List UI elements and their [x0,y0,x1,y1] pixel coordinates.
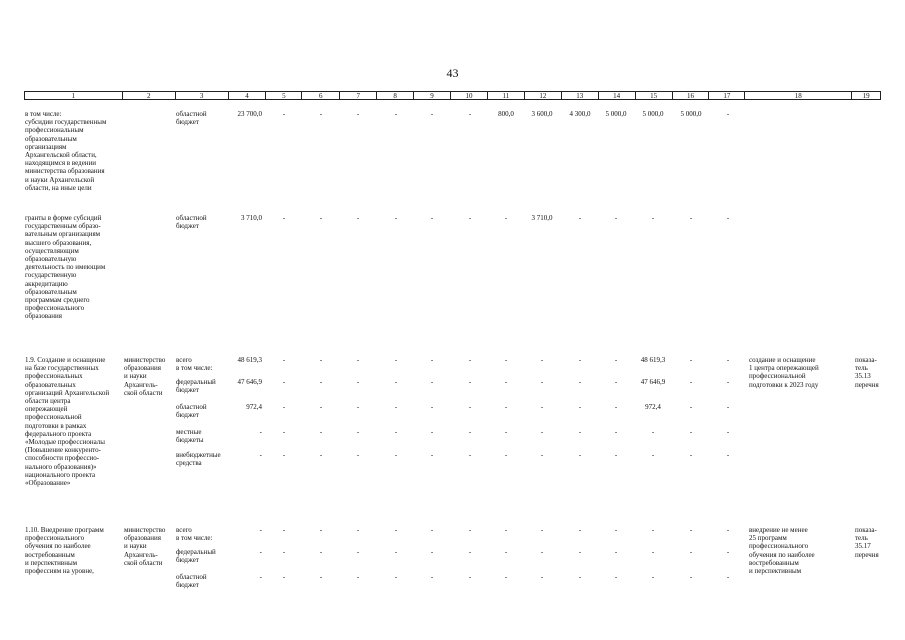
value-cell: - [651,451,655,459]
funding-source: областной бюджет [176,403,207,420]
value-cell: - [726,403,730,411]
value-cell: - [356,428,360,436]
value-cell: - [394,214,398,222]
column-header-19: 19 [862,92,870,100]
column-header-row [24,91,881,100]
value-cell: - [394,110,398,118]
value-cell: - [394,573,398,581]
value-cell: - [726,526,730,534]
value-cell: 800,0 [498,110,514,118]
value-cell: - [282,110,286,118]
value-cell: - [651,526,655,534]
column-header-15: 15 [636,92,673,99]
value-cell: - [540,548,544,556]
row-indicator: показа- тель 35.17 перечня [855,526,879,559]
value-cell: - [319,378,323,386]
value-cell: - [504,526,508,534]
value-cell: - [504,548,508,556]
funding-source: местные бюджеты [176,428,204,445]
value-cell: - [319,526,323,534]
value-cell: - [726,356,730,364]
value-cell: - [468,110,472,118]
value-cell: - [430,428,434,436]
value-cell: - [282,526,286,534]
value-cell: 5 000,0 [680,110,702,118]
value-cell: - [468,356,472,364]
value-cell: - [356,110,360,118]
value-cell: - [394,356,398,364]
value-cell: - [282,428,286,436]
value-cell: 3 600,0 [531,110,553,118]
value-cell: - [689,451,693,459]
column-header-7: 7 [340,92,377,99]
value-cell: - [319,214,323,222]
value-cell: - [614,526,618,534]
column-header-12: 12 [525,92,562,99]
value-cell: - [689,548,693,556]
value-cell: - [504,378,508,386]
value-cell: - [282,403,286,411]
value-cell: 47 646,9 [237,378,262,386]
value-cell: - [651,548,655,556]
value-cell: - [651,428,655,436]
column-header-11: 11 [488,92,525,99]
value-cell: - [578,526,582,534]
value-cell: - [430,403,434,411]
value-cell: - [578,451,582,459]
funding-source: всего в том числе: [176,526,213,543]
value-cell: - [614,403,618,411]
value-cell: - [259,548,262,556]
value-cell: - [651,214,655,222]
row-executor: министерство образования и науки Архангель- ской области [124,356,166,397]
value-cell: - [319,451,323,459]
value-cell: - [259,428,262,436]
column-header-10: 10 [451,92,488,99]
value-cell: - [356,573,360,581]
value-cell: - [540,378,544,386]
value-cell: - [468,451,472,459]
value-cell: - [394,526,398,534]
value-cell: - [430,214,434,222]
value-cell: - [540,526,544,534]
column-header-2: 2 [123,92,176,99]
value-cell: - [651,573,655,581]
value-cell: - [259,451,262,459]
value-cell: - [726,428,730,436]
value-cell: - [540,451,544,459]
value-cell: 5 000,0 [605,110,627,118]
value-cell: - [614,451,618,459]
value-cell: - [578,403,582,411]
value-cell: - [394,403,398,411]
value-cell: - [504,573,508,581]
value-cell: - [319,428,323,436]
value-cell: - [394,451,398,459]
funding-source: областной бюджет [176,573,207,590]
value-cell: 972,4 [645,403,661,411]
value-cell: - [578,378,582,386]
value-cell: - [430,451,434,459]
value-cell: - [468,214,472,222]
value-cell: - [282,548,286,556]
value-cell: - [614,573,618,581]
funding-source: областной бюджет [176,110,207,127]
row-executor: министерство образования и науки Архангель- ской области [124,526,166,567]
value-cell: - [319,356,323,364]
value-cell: - [356,378,360,386]
value-cell: - [689,356,693,364]
value-cell: - [578,214,582,222]
value-cell: - [430,356,434,364]
value-cell: - [689,214,693,222]
value-cell: - [468,403,472,411]
value-cell: 23 700,0 [237,110,262,118]
column-header-9: 9 [414,92,451,99]
value-cell: 47 646,9 [640,378,666,386]
value-cell: - [430,548,434,556]
funding-source: федеральный бюджет [176,548,216,565]
value-cell: - [319,573,323,581]
column-header-17: 17 [709,92,745,99]
column-header-18: 18 [745,92,852,99]
value-cell: - [356,548,360,556]
value-cell: - [689,428,693,436]
value-cell: - [614,548,618,556]
value-cell: - [468,378,472,386]
funding-source: федеральный бюджет [176,378,216,395]
value-cell: - [614,378,618,386]
column-header-13: 13 [562,92,599,99]
value-cell: 4 300,0 [569,110,591,118]
value-cell: - [614,214,618,222]
value-cell: - [689,526,693,534]
value-cell: - [726,548,730,556]
value-cell: - [356,403,360,411]
value-cell: - [259,526,262,534]
value-cell: - [356,356,360,364]
value-cell: - [394,378,398,386]
value-cell: - [689,403,693,411]
value-cell: - [726,451,730,459]
row-description: 1.9. Создание и оснащение на базе государственных профессиональных образовательных организаций Архангельской области центра опережающей профессиональной подготовки в рамках федерального проекта «Молодые профессионалы (Повышение конкуренто- способности профессио- нального образования)» национального проекта «Образование» [25,356,110,488]
value-cell: 3 710,0 [241,214,262,222]
value-cell: - [578,573,582,581]
value-cell: - [726,378,730,386]
value-cell: 5 000,0 [642,110,664,118]
value-cell: - [356,214,360,222]
row-description: в том числе: субсидии государственным профессиональным образовательным организациям Архангельской области, находящимся в ведении министерства образования и науки Архангельской области, на иные цели [25,110,107,192]
page-number: 43 [446,66,459,80]
value-cell: - [468,548,472,556]
column-header-14: 14 [599,92,636,99]
funding-source: всего в том числе: [176,356,213,373]
column-header-16: 16 [673,92,710,99]
value-cell: - [726,214,730,222]
value-cell: - [259,573,262,581]
value-cell: - [540,403,544,411]
value-cell: - [578,548,582,556]
column-header-1: 1 [25,92,123,99]
value-cell: - [726,573,730,581]
value-cell: 3 710,0 [531,214,553,222]
value-cell: - [689,573,693,581]
value-cell: - [468,573,472,581]
value-cell: - [319,110,323,118]
value-cell: - [282,356,286,364]
value-cell: - [282,214,286,222]
value-cell: - [356,451,360,459]
row-result: внедрение не менее 25 программ профессионального обучения по наиболее востребованным и перспективным [749,526,815,576]
row-description: 1.10. Внедрение программ профессионального обучения по наиболее востребованным и перспективным профессиям на уровне, [25,526,104,576]
column-header-5: 5 [266,92,302,99]
value-cell: - [504,356,508,364]
column-header-3: 3 [176,92,229,99]
value-cell: - [394,548,398,556]
value-cell: - [430,573,434,581]
value-cell: 972,4 [246,403,262,411]
row-indicator: показа- тель 35.13 перечня [855,356,879,389]
value-cell: - [356,526,360,534]
value-cell: - [394,428,398,436]
value-cell: 48 619,3 [640,356,666,364]
value-cell: - [430,378,434,386]
value-cell: - [319,548,323,556]
row-description: гранты в форме субсидий государственным образо- вательным организациям высшего образования, осуществляющим образовательную деятельность по имеющим государственную аккредитацию образовательным программам среднего профессионального образования [25,214,106,321]
column-header-6: 6 [302,92,340,99]
column-header-8: 8 [377,92,414,99]
value-cell: - [282,451,286,459]
funding-source: внебюджетные средства [176,451,221,468]
value-cell: - [504,214,508,222]
value-cell: - [540,356,544,364]
value-cell: - [319,403,323,411]
value-cell: - [430,110,434,118]
value-cell: - [540,573,544,581]
value-cell: - [614,428,618,436]
value-cell: - [726,110,730,118]
value-cell: - [282,573,286,581]
value-cell: - [504,451,508,459]
row-result: создание и оснащение 1 центра опережающей профессиональной подготовки к 2023 году [749,356,819,389]
value-cell: - [540,428,544,436]
value-cell: - [504,428,508,436]
funding-source: областной бюджет [176,214,207,231]
value-cell: - [614,356,618,364]
value-cell: - [504,403,508,411]
value-cell: - [578,356,582,364]
value-cell: - [578,428,582,436]
value-cell: - [468,428,472,436]
column-header-4: 4 [229,92,267,99]
value-cell: - [689,378,693,386]
value-cell: 48 619,3 [237,356,262,364]
value-cell: - [282,378,286,386]
value-cell: - [430,526,434,534]
value-cell: - [468,526,472,534]
